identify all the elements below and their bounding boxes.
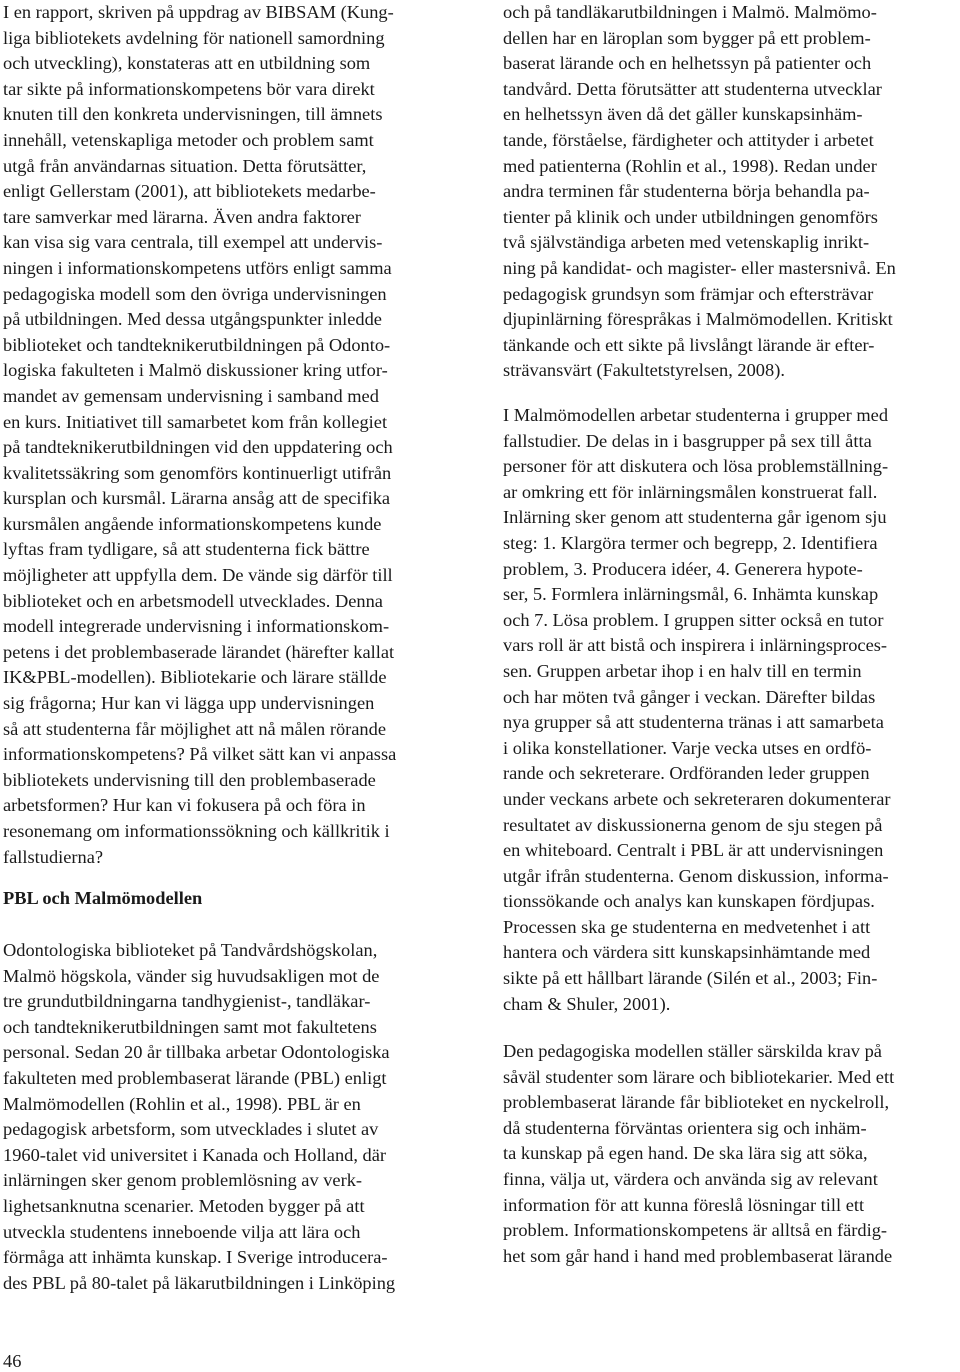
text-line: en whiteboard. Centralt i PBL är att undervisningen [503,840,884,861]
right-paragraph-1 [503,0,958,384]
text-line: tre grundutbildningarna tandhygienist-, tandläkar- [3,991,371,1012]
left-paragraph-2 [3,938,460,1296]
text-line: pedagogisk arbetsform, som utvecklades i slutet av [3,1119,379,1140]
text-line: tienter på klinik och under utbildningen genomförs [503,206,878,227]
text-line: logiska fakulteten i Malmö diskussioner kring utfor- [3,360,388,381]
text-line: en helhetssyn även då det gäller kunskapsinhäm- [503,104,863,125]
text-line: personal. Sedan 20 år tillbaka arbetar Odontologiska [3,1042,390,1063]
text-line: problem, 3. Producera idéer, 4. Generera hypote- [503,558,863,579]
text-line: inlärningen sker genom problemlösning av verk- [3,1170,363,1191]
text-line: ser, 5. Formlera inlärningsmål, 6. Inhämta kunskap [503,584,879,605]
text-line: ta kunskap på egen hand. De ska lära sig att söka, [503,1143,868,1164]
text-line: och utveckling), konstateras att en utbildning som [3,53,371,74]
text-line: petens i det problembaserade lärandet (härefter kallat [3,641,395,662]
text-line: utgår ifrån studenterna. Genom diskussion, informa- [503,865,889,886]
section-heading: PBL och Malmömodellen [3,888,203,908]
text-line: bibliotekets undervisning till den problembaserade [3,769,376,790]
text-line: pedagogisk grundsyn som främjar och eftersträvar [503,283,874,304]
left-paragraph-1 [3,0,460,870]
text-line: het som går hand i hand med problembaserat lärande [503,1245,893,1266]
text-line: liga bibliotekets avdelning för nationell samordning [3,27,385,48]
text-line: möjligheter att uppfylla dem. De vände sig därför till [3,565,393,586]
text-line: på utbildningen. Med dessa utgångspunkter inledde [3,309,382,330]
text-line: ar omkring ett för inlärningsmålen konstruerat fall. [503,481,878,502]
text-line: arbetsformen? Hur kan vi fokusera på och föra in [3,795,366,816]
text-line: nya grupper så att studenterna tränas i att samarbeta [503,712,884,733]
text-line: djupinlärning förespråkas i Malmömodellen. Kritiskt [503,309,893,330]
text-line: utgå från användarnas situation. Detta förutsätter, [3,155,367,176]
text-line: fakulteten med problembaserat lärande (PBL) enligt [3,1067,387,1088]
text-line: dellen har en läroplan som bygger på ett problem- [503,27,871,48]
text-line: tandvård. Detta förutsätter att studenterna utvecklar [503,78,882,99]
text-line: I en rapport, skriven på uppdrag av BIBSAM (Kung- [3,2,394,22]
text-line: tare samverkar med lärarna. Även andra faktorer [3,206,361,227]
text-line: lighetsanknutna scenarier. Metoden bygger på att [3,1195,365,1216]
right-paragraph-2 [503,403,958,1017]
text-line: resonemang om informationssökning och källkritik i [3,821,390,841]
text-line: personer för att diskutera och lösa problemställning- [503,456,889,477]
text-line: Processen ska ge studenterna en medvetenhet i att [503,916,871,937]
text-line: baserat lärande och en helhetssyn på patienter och [503,53,872,74]
text-line: sig frågorna; Hur kan vi lägga upp undervisningen [3,693,375,714]
text-line: Odontologiska biblioteket på Tandvårdshögskolan, [3,940,378,960]
text-line: Den pedagogiska modellen ställer särskilda krav på [503,1041,882,1061]
text-line: resultatet av diskussionerna genom de sju stegen på [503,814,883,835]
text-line: sikte på ett hållbart lärande (Silén et al., 2003; Fin- [503,968,878,989]
text-line: finna, välja ut, värdera och använda sig av relevant [503,1168,878,1189]
text-line: hantera och värdera sitt kunskapsinhämtande med [503,942,871,963]
text-line: pedagogiska modell som den övriga undervisningen [3,283,387,304]
text-line: utveckla studentens inneboende vilja att lära och [3,1221,361,1242]
text-line: problem. Informationskompetens är alltså en färdig- [503,1220,888,1241]
text-line: då studenterna förväntas orientera sig och inhäm- [503,1117,867,1138]
text-line: tar sikte på informationskompetens bör vara direkt [3,78,375,99]
right-paragraph-3 [503,1039,958,1269]
text-line: knuten till den konkreta undervisningen, till ämnets [3,104,383,125]
text-line: ning på kandidat- och magister- eller mastersnivå. En [503,257,896,278]
text-line: i olika konstellationer. Varje vecka utses en ordfö- [503,737,872,758]
text-line: Malmö högskola, vänder sig huvudsakligen mot de [3,965,380,986]
text-line: två självständiga arbeten med vetenskaplig inrikt- [503,232,870,253]
text-line: tänkande och ett sikte på livslångt lärande är efter- [503,334,875,355]
text-line: andra terminen får studenterna börja behandla pa- [503,181,870,202]
text-line: informationskompetens? På vilket sätt kan vi anpassa [3,744,397,765]
text-line: en kurs. Initiativet till samarbetet kom från kollegiet [3,411,388,432]
page-number: 46 [3,1351,22,1371]
text-line: information för att kunna föreslå lösningar till ett [503,1194,865,1215]
text-line: modell integrerade undervisning i informationskom- [3,616,390,637]
text-line: kursplan och kursmål. Lärarna ansåg att de specifika [3,488,391,509]
text-line: Malmömodellen (Rohlin et al., 1998). PBL är en [3,1093,361,1114]
text-line: 1960-talet vid universitet i Kanada och Holland, där [3,1144,387,1165]
text-line: I Malmömodellen arbetar studenterna i grupper med [503,405,889,425]
text-line: biblioteket och tandteknikerutbildningen på Odonto- [3,334,391,355]
text-line: och på tandläkarutbildningen i Malmö. Malmömo- [503,2,877,22]
text-line: des PBL på 80-talet på läkarutbildningen i Linköping [3,1272,396,1293]
text-line: Inlärning sker genom att studenterna går igenom sju [503,507,887,528]
text-line: och tandteknikerutbildningen samt mot fakultetens [3,1016,377,1037]
text-line: kvalitetssäkring som genomförs kontinuerligt utifrån [3,462,392,483]
text-line: vars roll är att bistå och inspirera i inlärningsproces- [503,635,888,656]
text-line: och har möten två gånger i veckan. Därefter bildas [503,686,876,707]
text-line: kursmålen angående informationskompetens kunde [3,513,382,534]
text-line: kan visa sig vara centrala, till exempel att undervis- [3,232,383,253]
text-line: problembaserat lärande får biblioteket en nyckelroll, [503,1092,890,1113]
text-line: mandet av gemensam undervisning i samband med [3,385,379,406]
text-line: förmåga att inhämta kunskap. I Sverige introducera- [3,1247,388,1268]
text-line: så att studenterna får möjlighet att nå målen rörande [3,718,386,739]
text-line: biblioteket och en arbetsmodell utvecklades. Denna [3,590,383,611]
text-line: rande och sekreterare. Ordföranden leder gruppen [503,763,870,784]
text-line: med patienterna (Rohlin et al., 1998). Redan under [503,155,877,176]
text-line: innehåll, vetenskapliga metoder och problem samt [3,129,374,150]
text-line: IK&PBL-modellen). Bibliotekarie och lärare ställde [3,667,387,688]
text-line: tionssökande och analys kan kunskapen fördjupas. [503,891,875,912]
text-line: på tandteknikerutbildningen vid den uppdatering och [3,437,393,458]
text-line: steg: 1. Klargöra termer och begrepp, 2. Identifiera [503,532,878,553]
text-line: såväl studenter som lärare och bibliotekarier. Med ett [503,1066,895,1087]
text-line: under veckans arbete och sekreteraren dokumenterar [503,788,891,809]
text-line: och 7. Lösa problem. I gruppen sitter också en tutor [503,609,884,630]
text-line: fallstudierna? [3,846,104,867]
text-line: sen. Gruppen arbetar ihop i en halv till en termin [503,660,862,681]
text-line: enligt Gellerstam (2001), att bibliotekets medarbe- [3,181,376,202]
text-line: cham & Shuler, 2001). [503,993,671,1014]
text-line: fallstudier. De delas in i basgrupper på sex till åtta [503,430,872,451]
text-line: strävansvärt (Fakultetstyrelsen, 2008). [503,360,785,381]
text-line: ningen i informationskompetens utförs enligt samma [3,257,392,278]
text-line: lyftas fram tydligare, så att studenterna fick bättre [3,539,370,560]
text-line: tande, förståelse, färdigheter och attityder i arbetet [503,129,874,150]
